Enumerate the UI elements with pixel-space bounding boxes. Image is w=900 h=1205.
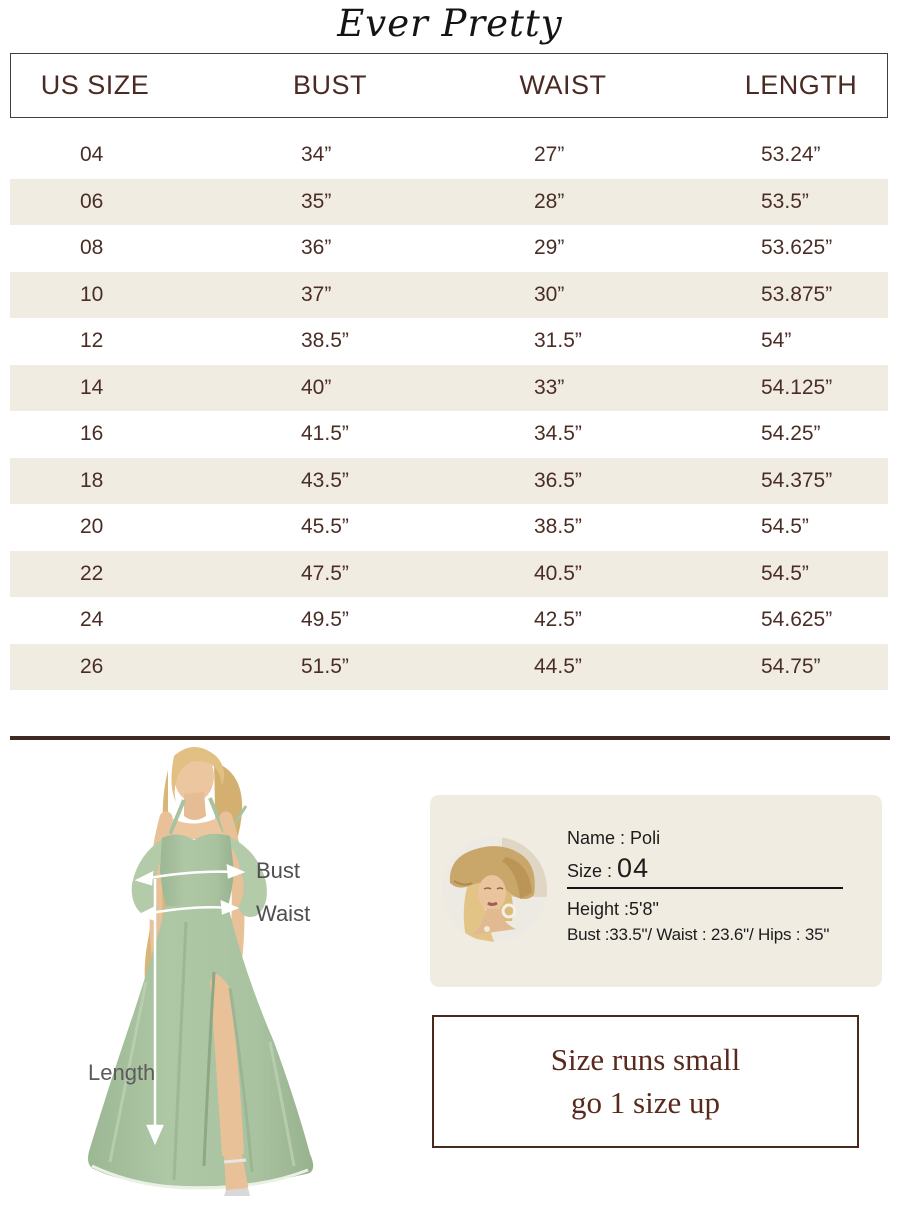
model-name-line — [567, 825, 877, 851]
model-card-text — [567, 825, 877, 947]
table-cell: 38.5” — [301, 329, 349, 352]
size-note-box — [432, 1015, 859, 1148]
model-size-line — [567, 851, 877, 885]
table-cell: 49.5” — [301, 608, 349, 631]
model-neck — [184, 792, 206, 820]
table-cell: 31.5” — [534, 329, 582, 352]
table-row — [10, 458, 888, 505]
name-label: Name : — [567, 828, 626, 848]
table-cell: 53.5” — [761, 189, 809, 213]
table-row — [10, 225, 888, 272]
dress-skirt — [88, 906, 313, 1186]
table-cell: 10 — [80, 282, 104, 306]
table-body — [10, 132, 888, 690]
table-cell: 54.5” — [761, 515, 809, 538]
dress-bodice — [160, 834, 234, 906]
table-cell: 36” — [301, 236, 332, 259]
table-cell: 33” — [534, 375, 565, 399]
table-cell: 06 — [80, 189, 104, 213]
header-cell: US SIZE — [40, 70, 150, 100]
model-avatar — [442, 837, 547, 942]
avatar-necklace — [484, 926, 490, 932]
table-cell: 40” — [301, 375, 332, 399]
table-cell: 40.5” — [534, 561, 582, 585]
sandal-strap — [224, 1160, 246, 1162]
size-table — [10, 53, 888, 690]
table-cell: 47.5” — [301, 561, 349, 585]
table-row — [10, 272, 888, 319]
model-info-card — [430, 795, 882, 987]
table-cell: 54.625” — [761, 608, 833, 631]
table-row — [10, 644, 888, 691]
model-illustration — [18, 742, 348, 1200]
table-cell: 54.375” — [761, 468, 833, 492]
table-cell: 28” — [534, 189, 565, 213]
table-cell: 18 — [80, 468, 104, 492]
table-cell: 54.75” — [761, 654, 821, 678]
table-cell: 38.5” — [534, 515, 582, 538]
table-cell: 12 — [80, 329, 104, 352]
table-cell: 45.5” — [301, 515, 349, 538]
table-cell: 41.5” — [301, 422, 349, 445]
table-cell: 53.24” — [761, 143, 821, 166]
note-line-1: Size runs small — [550, 1042, 741, 1077]
header-cell: BUST — [292, 70, 368, 100]
table-cell: 29” — [534, 236, 565, 259]
table-cell: 34.5” — [534, 422, 582, 445]
table-row — [10, 179, 888, 226]
table-row — [10, 318, 888, 365]
table-cell: 43.5” — [301, 468, 349, 492]
table-cell: 14 — [80, 375, 104, 399]
table-cell: 34” — [301, 143, 332, 166]
table-cell: 26 — [80, 654, 104, 678]
model-photo — [18, 742, 348, 1200]
card-divider-line — [567, 887, 843, 889]
header-cell: WAIST — [519, 70, 607, 100]
table-cell: 27” — [534, 143, 565, 166]
table-cell: 54.25” — [761, 422, 821, 445]
table-header-row — [10, 53, 888, 118]
table-cell: 53.875” — [761, 282, 833, 306]
table-cell: 20 — [80, 515, 104, 538]
table-cell: 35” — [301, 189, 332, 213]
length-label: Length — [88, 1060, 156, 1085]
table-cell: 36.5” — [534, 468, 582, 492]
note-line-2: go 1 size up — [571, 1085, 720, 1120]
table-cell: 30” — [534, 282, 565, 306]
table-cell: 44.5” — [534, 654, 582, 678]
brand-logo: Ever Pretty — [337, 2, 563, 45]
size-value: 04 — [617, 853, 650, 883]
table-cell: 54” — [761, 329, 792, 352]
table-row — [10, 365, 888, 412]
table-row — [10, 504, 888, 551]
bust-label: Bust — [256, 858, 301, 883]
table-cell: 04 — [80, 143, 104, 166]
table-cell: 51.5” — [301, 654, 349, 678]
table-cell: 24 — [80, 608, 104, 631]
table-row — [10, 411, 888, 458]
table-row — [10, 597, 888, 644]
table-cell: 54.5” — [761, 561, 809, 585]
table-cell: 42.5” — [534, 608, 582, 631]
section-divider — [10, 736, 890, 740]
table-cell: 22 — [80, 561, 104, 585]
table-row — [10, 551, 888, 598]
table-row — [10, 132, 888, 179]
table-cell: 54.125” — [761, 375, 833, 399]
model-measurements-line: Bust :33.5"/ Waist : 23.6"/ Hips : 35" — [567, 925, 830, 944]
waist-label: Waist — [256, 901, 311, 926]
model-height-line: Height :5'8" — [567, 899, 659, 919]
table-cell: 37” — [301, 282, 332, 306]
avatar-lips — [488, 903, 497, 905]
table-cell: 08 — [80, 236, 104, 259]
table-cell: 53.625” — [761, 236, 833, 259]
table-cell: 16 — [80, 422, 104, 445]
name-value: Poli — [630, 828, 661, 848]
header-cell: LENGTH — [744, 70, 858, 100]
size-label: Size : — [567, 861, 613, 881]
avatar-illustration — [442, 837, 547, 942]
